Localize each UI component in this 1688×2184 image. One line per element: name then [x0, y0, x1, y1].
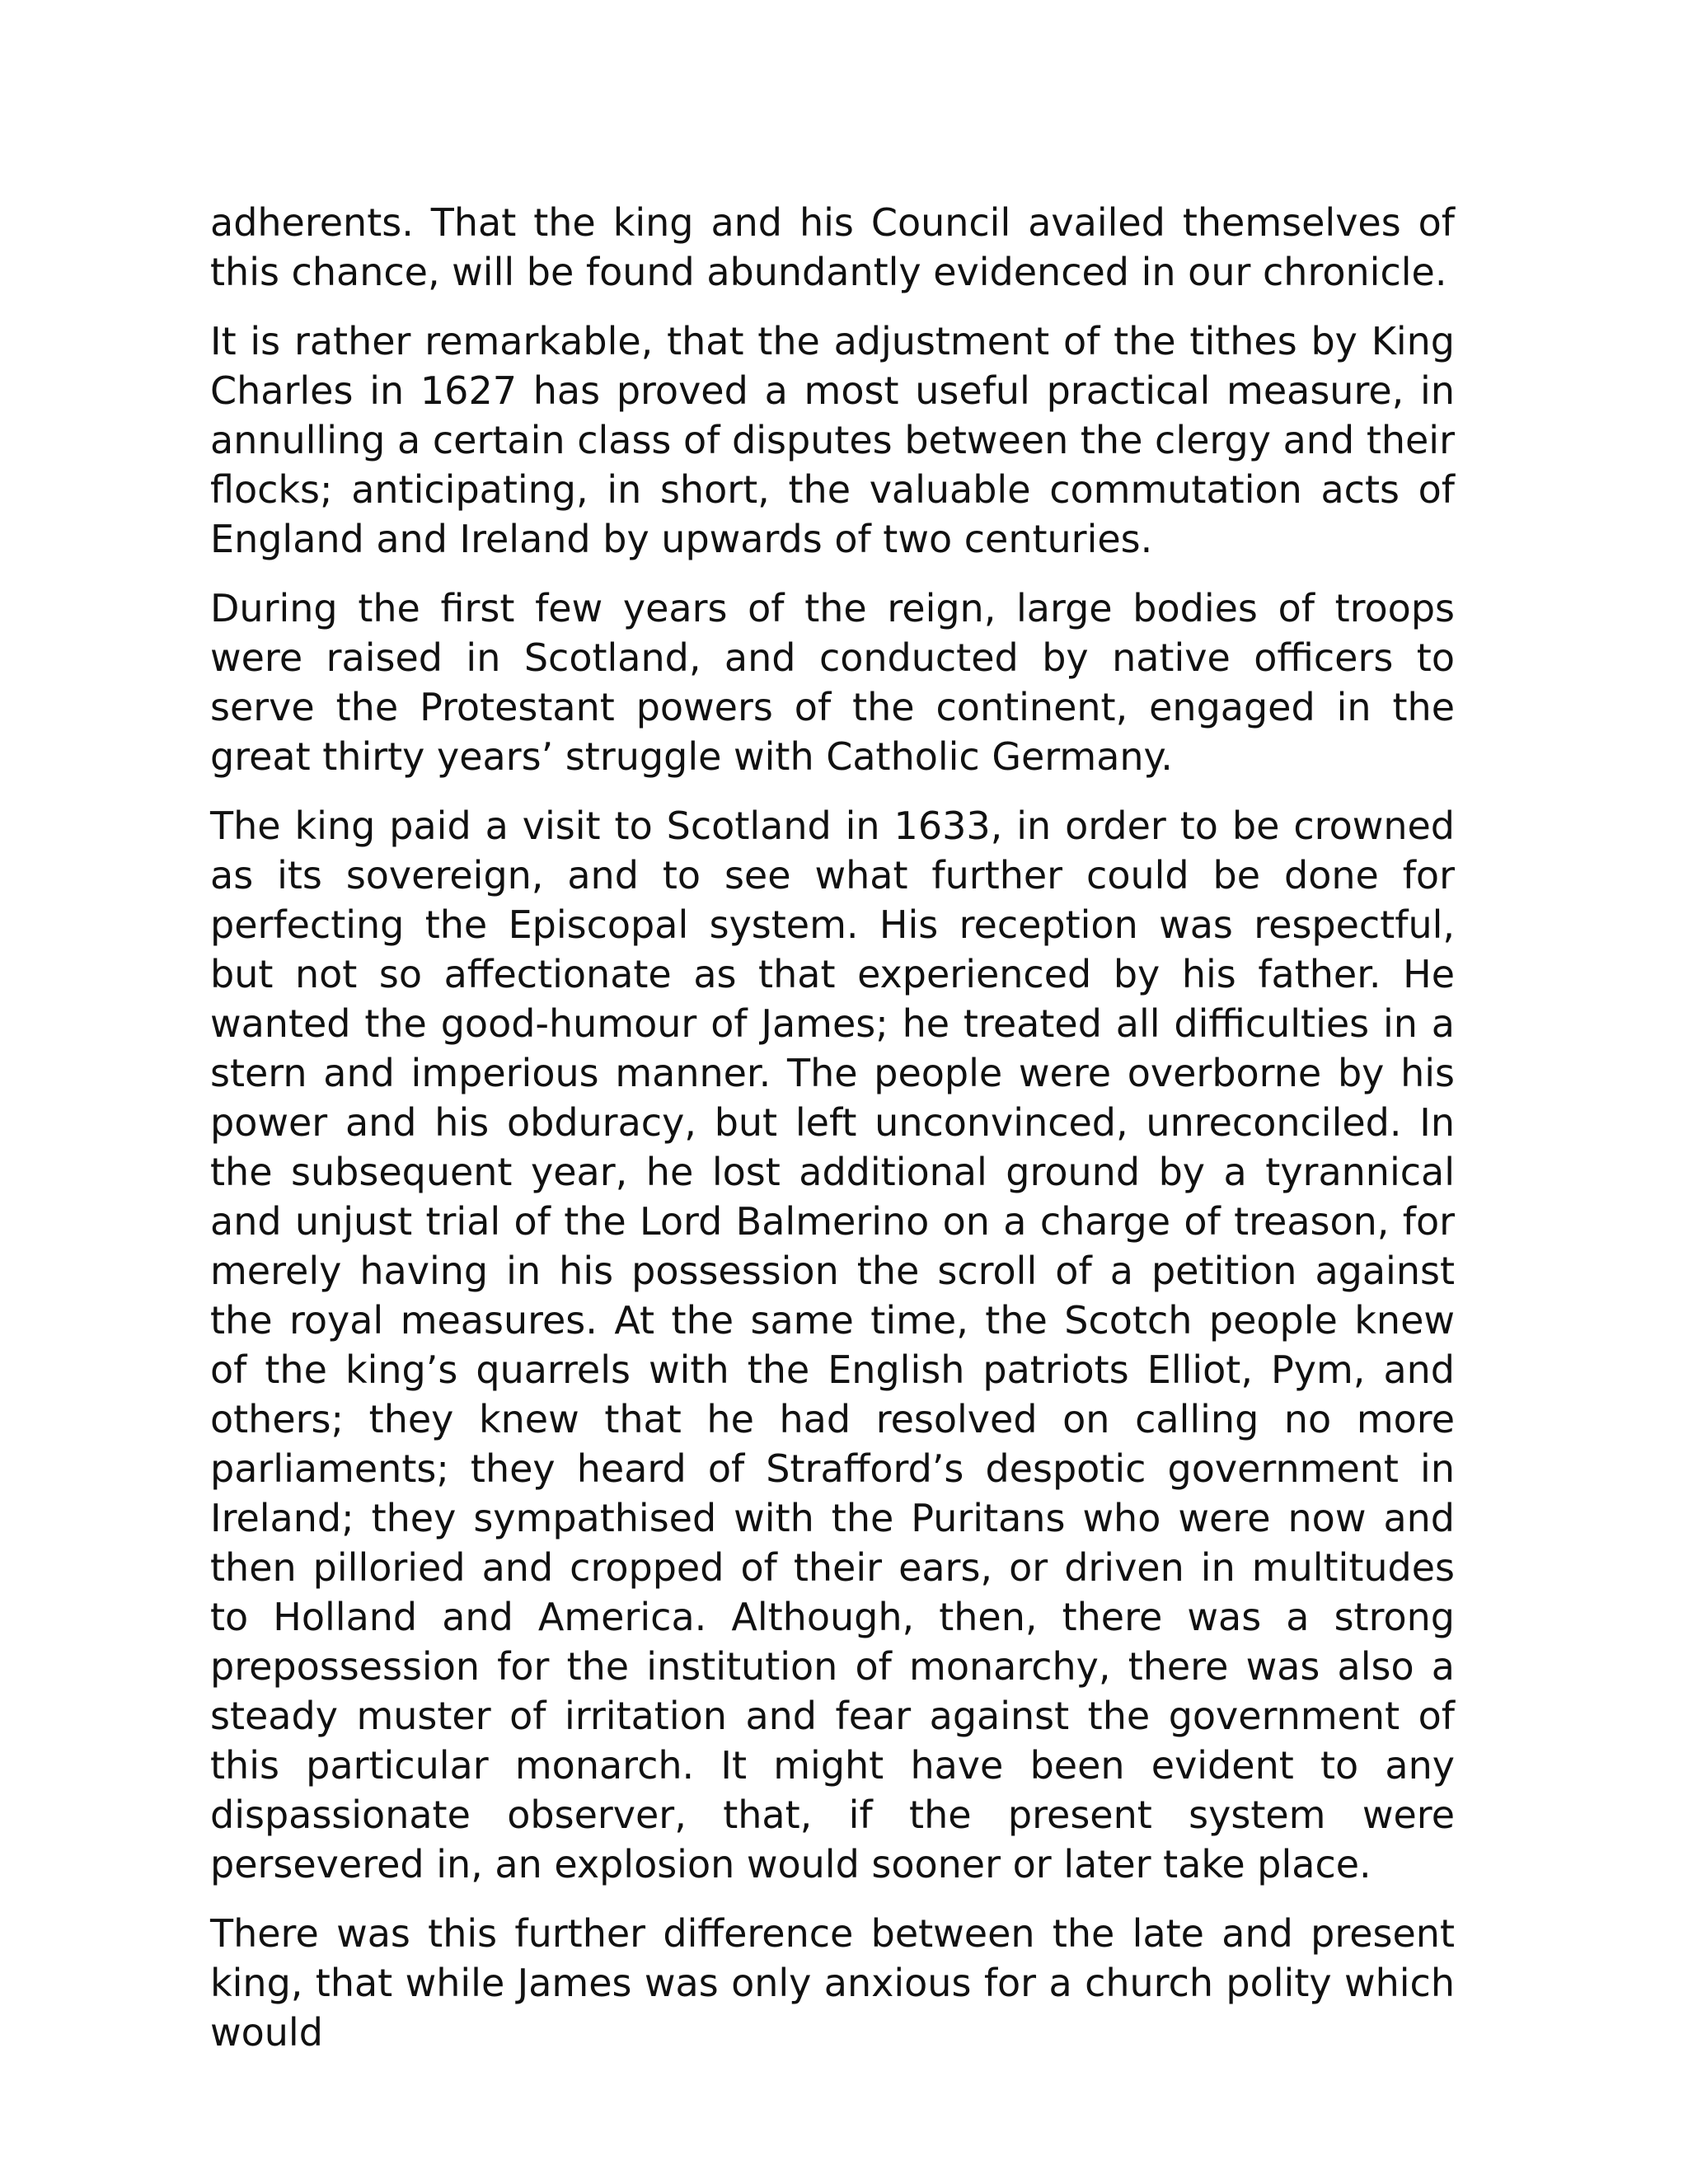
document-page — [210, 198, 1455, 2077]
paragraph-2: It is rather remarkable, that the adjustment of the tithes by King Charles in 1627 has proved a most useful practical measure, in annulling a certain class of disputes between the clergy and their flocks; anticipating, in short, the valuable commutation acts of England and Ireland by upwards of two centuries. — [210, 319, 1455, 561]
paragraph-5: There was this further difference between the late and present king, that while James was only anxious for a church polity which would — [210, 1911, 1455, 2055]
paragraph-1: adherents. That the king and his Council availed themselves of this chance, will be found abundantly evidenced in our chronicle. — [210, 200, 1455, 294]
paragraph-4: The king paid a visit to Scotland in 1633, in order to be crowned as its sovereign, and to see what further could be done for perfecting the Episcopal system. His reception was respectful, but not so affectionate as that experienced by his father. He wanted the good-humour of James; he treated all difficulties in a stern and imperious manner. The people were overborne by his power and his obduracy, but left unconvinced, unreconciled. In the subsequent year, he lost additional ground by a tyrannical and unjust trial of the Lord Balmerino on a charge of treason, for merely having in his possession the scroll of a petition against the royal measures. At the same time, the Scotch people knew of the king’s quarrels with the English patriots Elliot, Pym, and others; they knew that he had resolved on calling no more parliaments; they heard of Strafford’s despotic government in Ireland; they sympathised with the Puritans who were now and then pilloried and cropped of their ears, or driven in multitudes to Holland and America. Although, then, there was a strong prepossession for the institution of monarchy, there was also a steady muster of irritation and fear against the government of this particular monarch. It might have been evident to any dispassionate observer, that, if the present system were persevered in, an explosion would sooner or later take place. — [210, 804, 1455, 1886]
paragraph-3: During the first few years of the reign, large bodies of troops were raised in Scotland, and conducted by native officers to serve the Protestant powers of the continent, engaged in the great thirty years’ struggle with Catholic Germany. — [210, 586, 1455, 779]
